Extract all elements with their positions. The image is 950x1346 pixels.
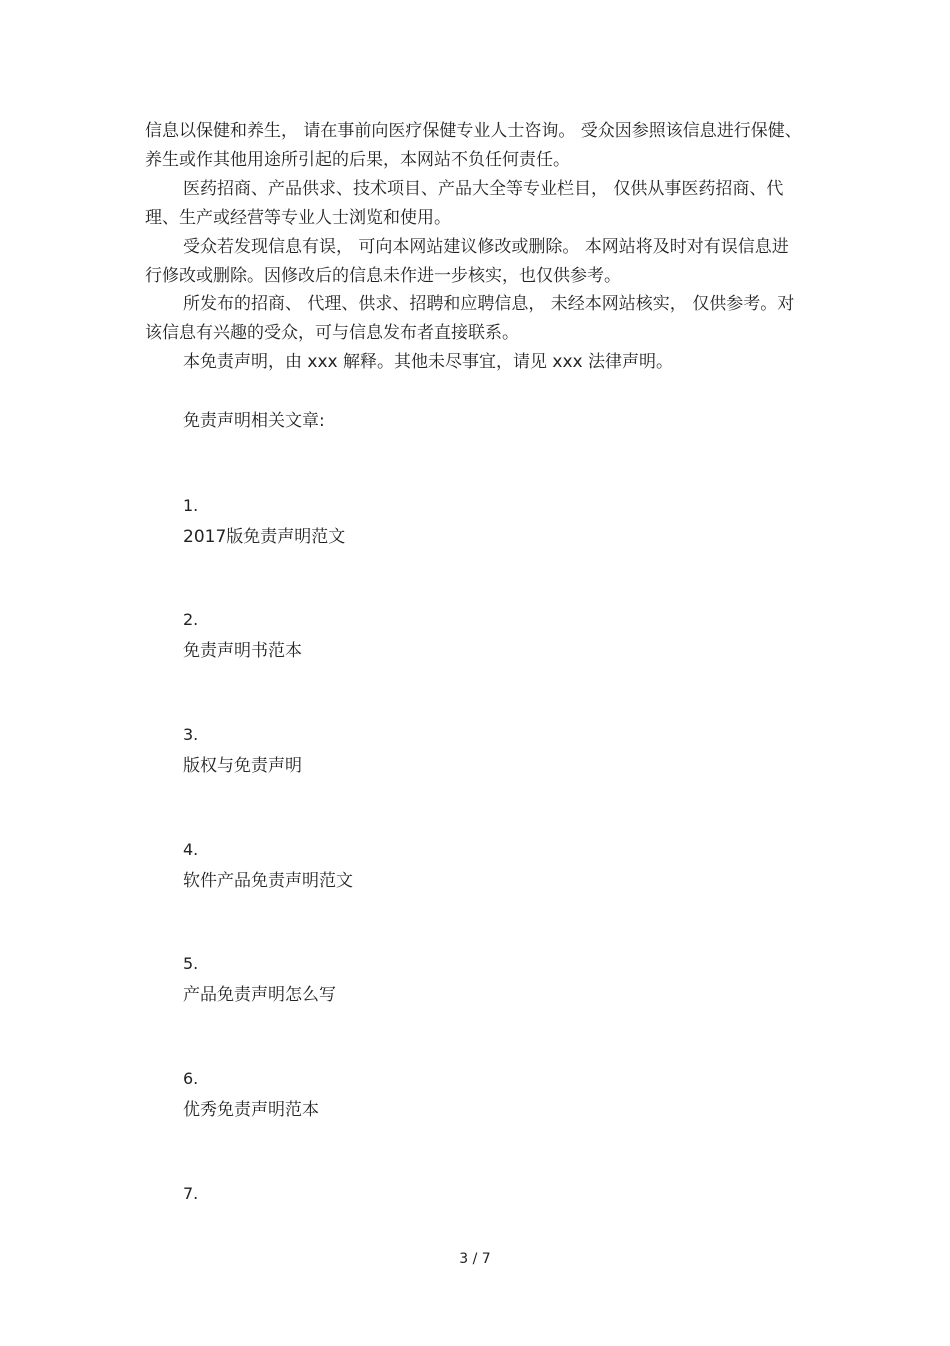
article-link[interactable]: 免责声明书范本 [183,641,302,661]
paragraph-health-disclaimer: 信息以保健和养生， 请在事前向医疗保健专业人士咨询。 受众因参照该信息进行保健、养生或作其他用途所引起的后果，本网站不负任何责任。 [145,121,802,170]
article-number: 2. [183,610,199,629]
paragraph-recruitment-info: 所发布的招商、 代理、供求、招聘和应聘信息， 未经本网站核实， 仅供参考。对该信息有兴趣的受众，可与信息发布者直接联系。 [145,294,795,343]
article-number: 4. [183,840,199,859]
article-link[interactable]: 版权与免责声明 [183,756,302,776]
related-articles-heading: 免责声明相关文章: [183,411,325,431]
article-number: 5. [183,954,199,973]
paragraph-error-report: 受众若发现信息有误， 可向本网站建议修改或删除。 本网站将及时对有误信息进行修改或删除。因修改后的信息未作进一步核实，也仅供参考。 [145,237,789,286]
article-link[interactable]: 产品免责声明怎么写 [183,985,336,1005]
article-link[interactable]: 软件产品免责声明范文 [183,871,353,891]
article-number: 6. [183,1069,199,1088]
paragraph-interpretation: 本免责声明，由 xxx 解释。其他未尽事宜，请见 xxx 法律声明。 [183,352,673,372]
article-link[interactable]: 优秀免责声明范本 [183,1100,319,1120]
article-number: 3. [183,725,199,744]
article-link[interactable]: 2017版免责声明范文 [183,527,346,547]
paragraph-column-usage: 医药招商、产品供求、技术项目、产品大全等专业栏目， 仅供从事医药招商、代理、生产或经营等专业人士浏览和使用。 [145,179,784,228]
article-number: 1. [183,496,199,515]
page-indicator: 3 / 7 [459,1251,491,1267]
article-number: 7. [183,1184,199,1203]
